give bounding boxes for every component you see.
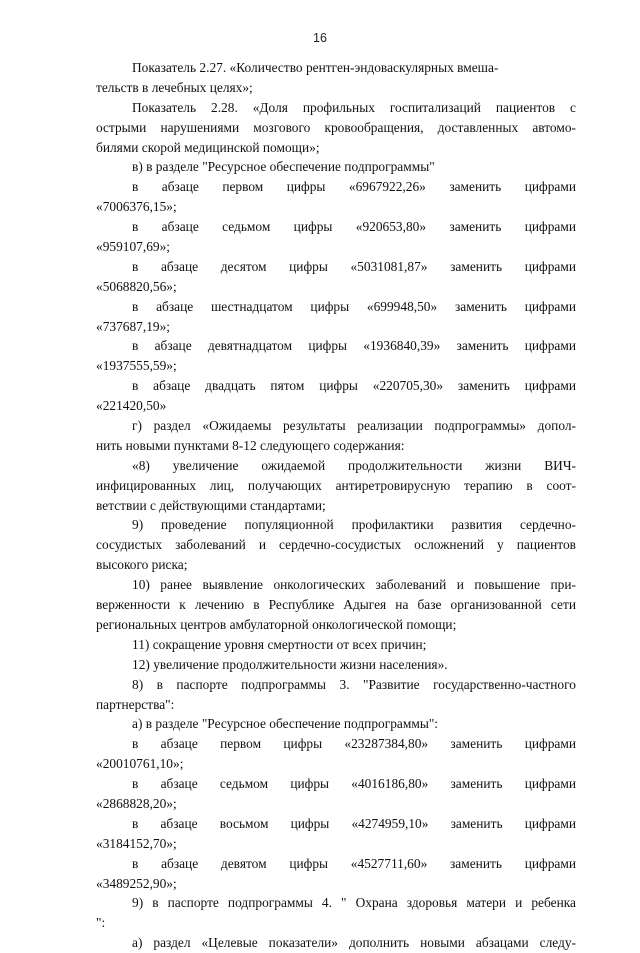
text-line: 12) увеличение продолжительности жизни населения». (132, 656, 448, 672)
text-line: сосудистых заболеваний и сердечно-сосудистых осложнений у пациентов (96, 537, 576, 553)
text-line: ": (96, 915, 106, 931)
text-line: острыми нарушениями мозгового кровообращения, доставленных автомо- (96, 119, 576, 135)
text-line: ветствии с действующими стандартами; (96, 497, 326, 513)
text-line: региональных центров амбулаторной онкологической помощи; (96, 616, 457, 632)
text-line: 9) в паспорте подпрограммы 4. " Охрана здоровья матери и ребенка (132, 895, 576, 911)
text-line: в абзаце первом цифры «23287384,80» заменить цифрами (132, 736, 576, 752)
text-line: в абзаце восьмом цифры «4274959,10» заменить цифрами (132, 815, 576, 831)
text-line: «8) увеличение ожидаемой продолжительности жизни ВИЧ- (132, 457, 576, 473)
text-line: а) в разделе "Ресурсное обеспечение подпрограммы": (132, 716, 439, 732)
text-line: «20010761,10»; (96, 756, 184, 772)
text-line: «959107,69»; (96, 239, 171, 255)
text-line: «1937555,59»; (96, 358, 177, 374)
text-line: в абзаце девятом цифры «4527711,60» заменить цифрами (132, 855, 576, 871)
text-line: «7006376,15»; (96, 199, 177, 215)
text-line: билями скорой медицинской помощи»; (96, 139, 320, 155)
text-line: Показатель 2.28. «Доля профильных госпитализаций пациентов с (132, 99, 576, 115)
text-line: в абзаце седьмом цифры «920653,80» заменить цифрами (132, 219, 576, 235)
text-line: в абзаце первом цифры «6967922,26» заменить цифрами (132, 179, 576, 195)
text-line: высокого риска; (96, 557, 188, 573)
text-line: «3489252,90»; (96, 875, 177, 891)
text-line: Показатель 2.27. «Количество рентген-эндоваскулярных вмеша- (132, 60, 499, 75)
text-line: г) раздел «Ожидаемы результаты реализации подпрограммы» допол- (132, 418, 576, 434)
text-line: в абзаце шестнадцатом цифры «699948,50» заменить цифрами (132, 298, 576, 314)
text-line: в абзаце седьмом цифры «4016186,80» заменить цифрами (132, 776, 576, 792)
text-line: нить новыми пунктами 8-12 следующего содержания: (96, 437, 405, 453)
text-line: верженности к лечению в Республике Адыгея на базе организованной сети (96, 597, 576, 613)
text-line: в абзаце десятом цифры «5031081,87» заменить цифрами (132, 258, 576, 274)
text-line: «2868828,20»; (96, 795, 177, 811)
text-line: «221420,50» (96, 398, 167, 414)
text-line: тельств в лечебных целях»; (96, 79, 253, 95)
text-line: «737687,19»; (96, 318, 171, 334)
text-line: инфицированных лиц, получающих антиретровирусную терапию в соот- (96, 477, 576, 493)
text-line: в) в разделе "Ресурсное обеспечение подпрограммы" (132, 159, 435, 175)
text-line: 9) проведение популяционной профилактики развития сердечно- (132, 517, 576, 533)
text-line: в абзаце двадцать пятом цифры «220705,30» заменить цифрами (132, 378, 576, 394)
text-line: «3184152,70»; (96, 835, 177, 851)
text-line: а) раздел «Целевые показатели» дополнить новыми абзацами следу- (132, 935, 576, 951)
text-line: 11) сокращение уровня смертности от всех причин; (132, 636, 427, 652)
text-line: «5068820,56»; (96, 278, 177, 294)
text-line: 10) ранее выявление онкологических заболеваний и повышение при- (132, 577, 576, 593)
page-number: 16 (313, 31, 327, 45)
text-line: в абзаце девятнадцатом цифры «1936840,39» заменить цифрами (132, 338, 576, 354)
document-body (96, 58, 576, 953)
text-line: партнерства": (96, 696, 175, 712)
text-line: 8) в паспорте подпрограммы 3. "Развитие государственно-частного (132, 676, 576, 692)
